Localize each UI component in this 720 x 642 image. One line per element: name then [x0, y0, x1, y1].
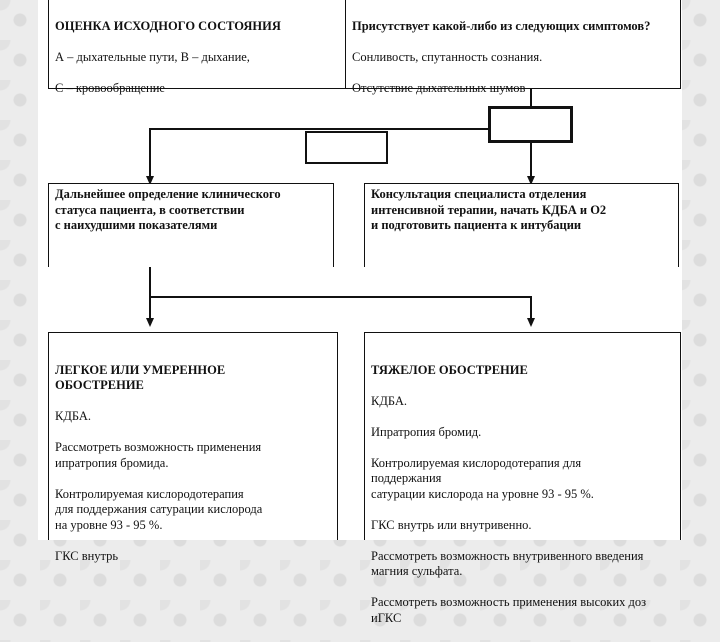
mild-exacerbation-line: ГКС внутрь: [55, 548, 119, 563]
initial-assessment-line: С – кровообращение: [55, 80, 165, 95]
severe-exacerbation-line: Ипратропия бромид.: [371, 424, 482, 439]
no-answer-box: [305, 131, 388, 164]
severe-exacerbation-line: Контролируемая кислородотерапия для поддержания сатурации кислорода на уровне 93 - 95 %.: [371, 455, 594, 501]
clinical-status-box: Дальнейшее определение клинического статуса пациента, в соответствии с наихудшими показателями: [48, 183, 334, 267]
severe-exacerbation-title: ТЯЖЕЛОЕ ОБОСТРЕНИЕ: [371, 362, 528, 377]
initial-assessment-title: ОЦЕНКА ИСХОДНОГО СОСТОЯНИЯ: [55, 18, 281, 33]
mild-exacerbation-line: Рассмотреть возможность применения ипратропия бромида.: [55, 440, 262, 470]
icu-consult-box: Консультация специалиста отделения интенсивной терапии, начать КДБА и О2 и подготовить пациента к интубации: [364, 183, 679, 267]
mild-exacerbation-line: Контролируемая кислородотерапия для поддержания сатурации кислорода на уровне 93 - 95 %.: [55, 486, 263, 532]
initial-assessment-line: А – дыхательные пути, В – дыхание,: [55, 49, 250, 64]
symptoms-question-box: [345, 0, 681, 95]
mild-exacerbation-line: КДБА.: [55, 409, 92, 423]
mild-exacerbation-box: [48, 332, 338, 563]
symptoms-line: Отсутствие дыхательных шумов: [352, 80, 526, 95]
arrow-down-icon: [146, 318, 154, 327]
severe-exacerbation-line: Рассмотреть возможность применения высоких доз иГКС: [371, 595, 647, 625]
connector-line: [530, 296, 532, 320]
yes-answer-box: [488, 106, 573, 143]
initial-assessment-box: [48, 0, 346, 95]
connector-line: [149, 267, 151, 320]
connector-line: [149, 128, 532, 130]
symptoms-line: Сонливость, спутанность сознания.: [352, 49, 543, 64]
severe-exacerbation-line: Рассмотреть возможность внутривенного введения магния сульфата.: [371, 548, 644, 578]
arrow-down-icon: [527, 318, 535, 327]
severe-exacerbation-line: ГКС внутрь или внутривенно.: [371, 517, 532, 532]
mild-exacerbation-title: ЛЕГКОЕ ИЛИ УМЕРЕННОЕ ОБОСТРЕНИЕ: [55, 362, 226, 392]
connector-line: [149, 128, 151, 178]
severe-exacerbation-box: [364, 332, 681, 625]
connector-line: [149, 296, 532, 298]
symptoms-question-title: Присутствует какой-либо из следующих симптомов?: [352, 18, 651, 33]
severe-exacerbation-line: КДБА.: [371, 393, 408, 408]
